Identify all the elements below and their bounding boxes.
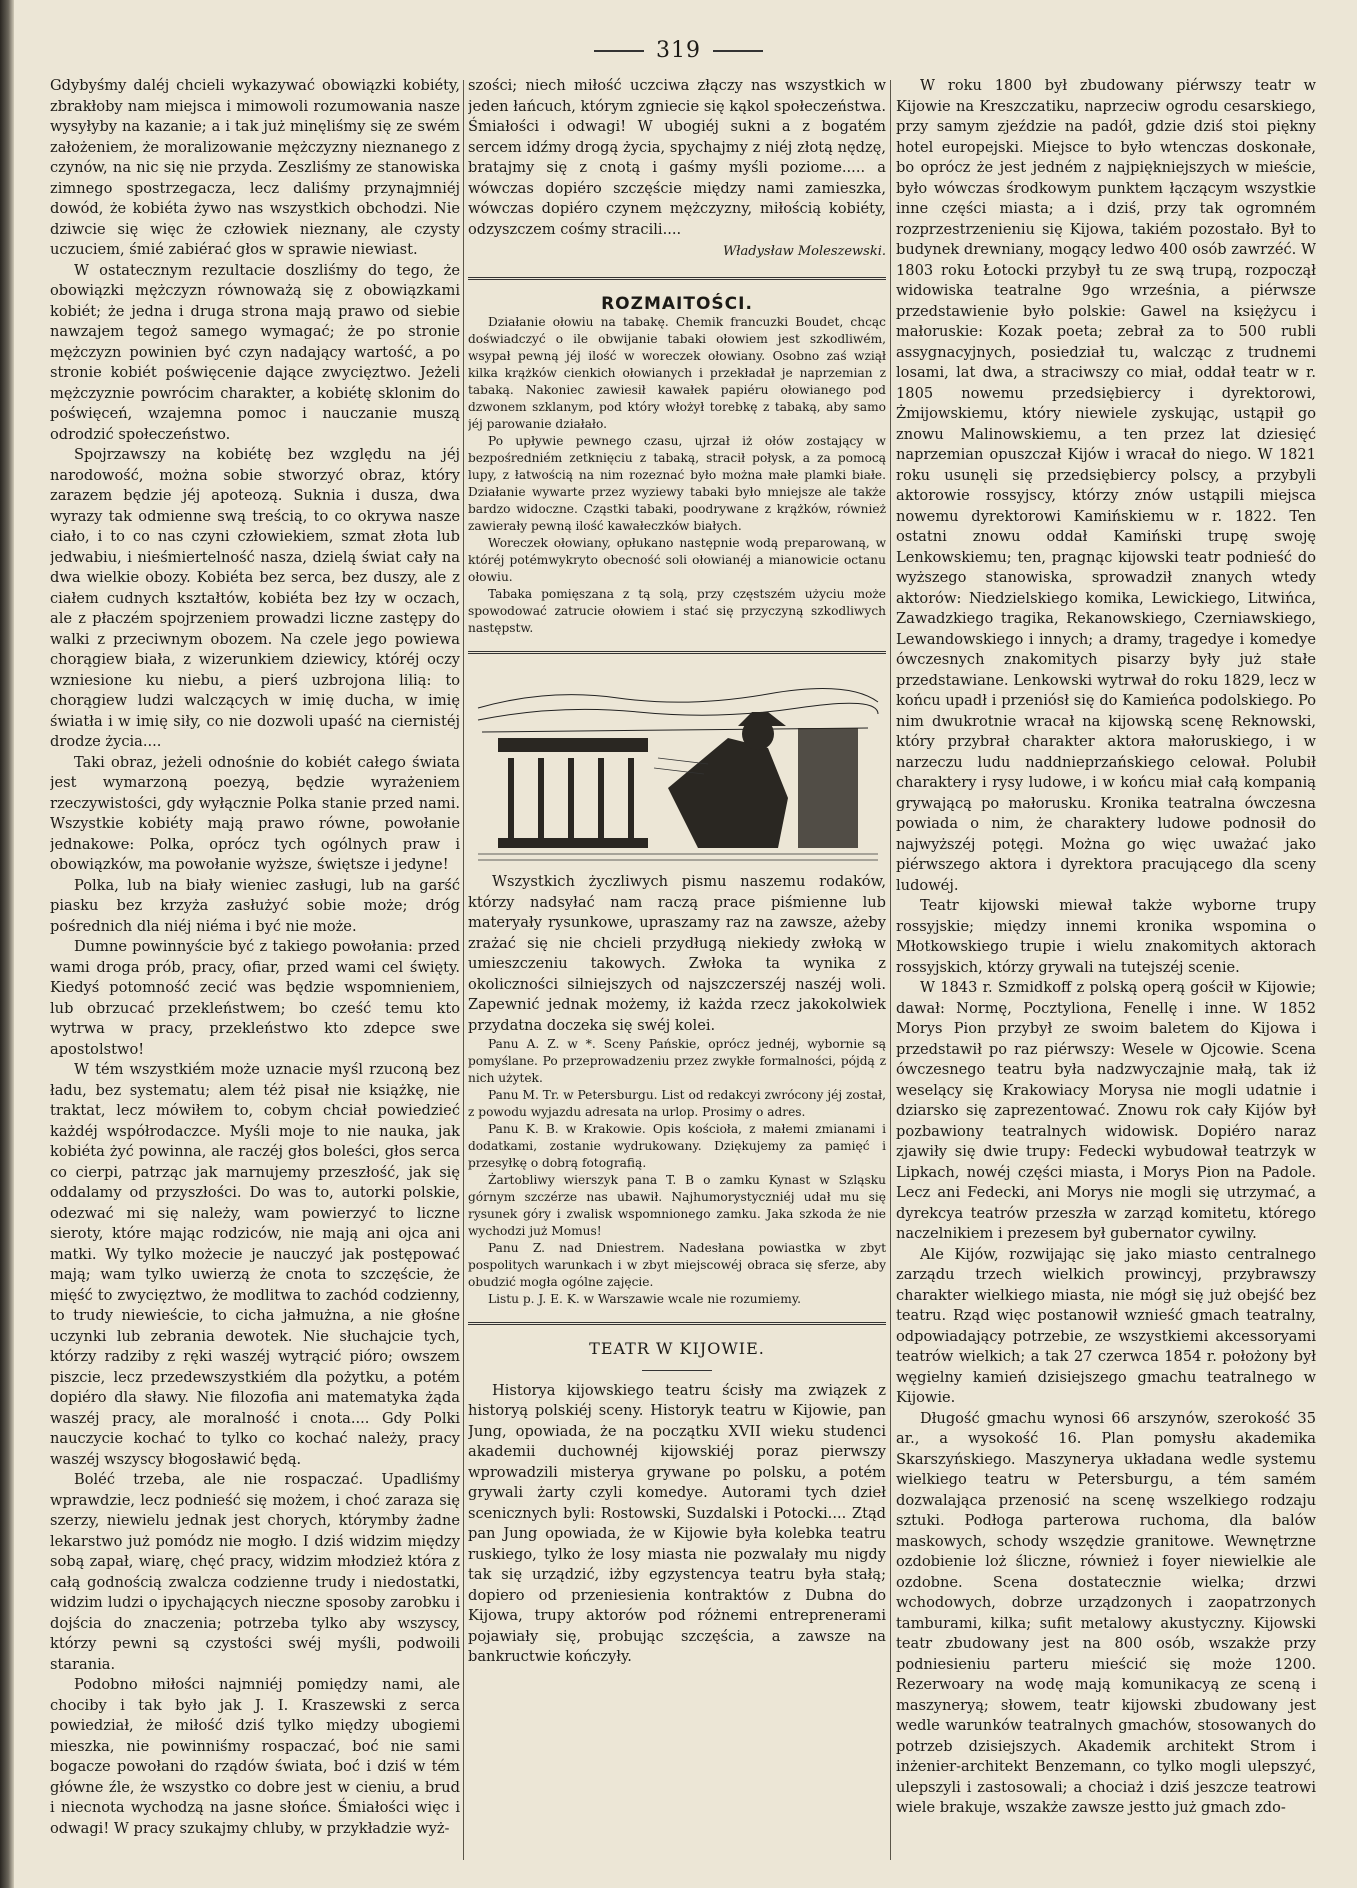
article-paragraph: Historya kijowskiego teatru ścisły ma związek z historyą polskiéj sceny. Historyk teatru w Kijowie, pan Jung, opowiada, że na początku XVII wieku studenci akademii duchownéj kijowskiéj poraz pierwszy wprowadzili misterya grywane po polsku, a potém grywali żarty czyli komedye. Autorami tych dzieł scenicznych byli: Rostowski, Suzdalski i Potocki.... Ztąd pan Jung opowiada, że w Kijowie była kolebka teatru ruskiego, tylko że losy miasta nie pozwalały mu nigdy tak się urządzić, iżby egzystencya teatru była stałą; dopiero od przeniesienia kontraktów z Dubna do Kijowa, trupy aktorów pod różnemi entreprenerami pojawiały się, probując szczęścia, a zawsze na bankructwie kończyły. — [468, 1381, 886, 1665]
news-paragraph: Woreczek ołowiany, opłukano następnie wodą preparowaną, w któréj potémwykryto obecność soli ołowianéj a mianowicie octanu ołowiu. — [468, 536, 886, 584]
article-paragraph: Boléć trzeba, ale nie rospaczać. Upadliśmy wprawdzie, lecz podnieść się możem, i choć zaraza się szerzy, niewielu jednak jest chorych, którymby żadne lekarstwo już pomódz nie mogło. I dziś widzim między sobą zapał, wiarę, chęć pracy, widzim młodzież która z całą godnością zwalcza codzienne trudy i niedostatki, widzim ludzi o ipychających nieczne sposoby zarobku i dojścia do znaczenia; potrzeba tylko aby wszyscy, którzy pewni są czystości swéj myśli, podwoili starania. — [50, 1471, 460, 1673]
column-3 — [896, 76, 1316, 1866]
article-paragraph: W 1843 r. Szmidkoff z polską operą gościł w Kijowie; dawał: Normę, Pocztyliona, Fenellę i inne. W 1852 Morys Pion przybył ze swoim baletem do Kijowa i przedstawił po raz piérwszy: Wesele w Ojcowie. Scena ówczesnego teatru była nadzwyczajnie małą, tak iż weselący się Krakowiacy Morysa nie mogli udatnie i dziarsko się zaprezentować. Znowu rok cały Kijów był pozbawiony teatralnych widowisk. Dopiéro naraz zjawiły się dwie trupy: Fedecki wybudował teatrzyk w Lipkach, nowéj części miasta, i Morys Pion na Padole. Lecz ani Fedecki, ani Morys nie mogli się utrzymać, a dyrekcya teatrów przeszła w zarząd komitetu, którego naczelnikiem i prezesem był gubernator cywilny. — [896, 979, 1316, 1242]
column-1 — [50, 76, 460, 1866]
news-paragraph: Działanie ołowiu na tabakę. Chemik francuzki Boudet, chcąc doświadczyć o ile obwijanie tabaki ołowiem jest szkodliwém, wsypał pewną jéj ilość w woreczek ołowiany. Osobno zaś wziął kilka krążków cienkich ołowianych i przekładał je naprzemian z tabaką. Nakoniec zawiesił kawałek papiéru ołowianego pod dzwonem szklanym, pod który włożył torebkę z tabaką, aby samo jéj parowanie działało. — [468, 315, 886, 431]
reply-item: Panu K. B. w Krakowie. Opis kościoła, z małemi zmianami i dodatkami, zostanie wydrukowany. Dziękujemy za pamięć i przesyłkę o dobrą fotografią. — [468, 1122, 886, 1170]
article-paragraph: W roku 1800 był zbudowany piérwszy teatr w Kijowie na Kreszczatiku, naprzeciw ogrodu cesarskiego, przy samym zjeździe na padół, gdzie dziś stoi piękny hotel europejski. Miejsce to było wtenczas doskonałe, bo oprócz że jest jedném z najpiękniejszych w mieście, było wówczas środkowym punktem łączącym wszystkie inne części miasta; a i dziś, przy tak ogromném rozprzestrzenieniu się Kijowa, takiém pozostało. Był to budynek drewniany, mogący ledwo 400 osób zawrzéć. W 1803 roku Łotocki przybył tu ze swą trupą, rozpoczął widowiska teatralne 9go września, a piérwsze przedstawienie było polskie: Gawel na księżycu i małoruskie: Kozak poeta; zebrał za to 500 rubli assygnacyjnych, posiedział tu, walcząc z trudnemi losami, lat dwa, a straciwszy co miał, oddał teatr w r. 1805 nowemu przedsiębiercy i dyrektorowi, Żmijowskiemu, który niewiele zyskując, ustąpił go znowu Malinowskiemu, a ten przez lat dziesięć naprzemian opuszczał Kijów i wracał do niego. W 1821 roku usunęli się przedsiębiercy polscy, a przybyli aktorowie rossyjscy, którzy znów ustąpili miejsca nowemu dyrektorowi Kamińskiemu w r. 1822. Ten ostatni znowu oddał Kamiński trupę swoję Lenkowskiemu; ten, pragnąc kijowski teatr podnieść do wyższego stanowiska, sprowadził znanych wtedy aktorów: Niedzielskiego komika, Lewickiego, Litwińca, Zawadzkiego tragika, Rekanowskiego, Czerniawskiego, Lewandowskiego i innych; a dramy, tragedye i komedye ówczesnych znakomitych pisarzy były już stałe przedstawiane. Lenkowski wytrwał do roku 1829, lecz w końcu upadł i przeniósł się do Kamieńca podolskiego. Po nim dwukrotnie wracał na kijowską scenę Reknowski, który przybrał charakter aktora małoruskiego, i w narzeczu ludu naddnieprzańskiego celował. Polubił charaktery i rysy ludowe, i w końcu miał całą kompanią grywającą po małorusku. Kronika teatralna ówczesna powiada o nim, że charaktery ludowe podnosił do najwyższéj potęgi. Można go więc uważać jako piérwszego aktora i dyrektora pracującego dla sceny ludowéj. — [896, 77, 1316, 894]
article-paragraph: Spojrzawszy na kobiétę bez względu na jéj narodowość, można sobie stworzyć obraz, który zarazem będzie jéj apoteozą. Suknia i dusza, dwa wyrazy tak odmienne swą treścią, to co okrywa nasze ciało, i to co nas czyni człowiekiem, szmat złota lub jedwabiu, i nieśmiertelność nasza, dzielą świat cały na dwa wielkie obozy. Kobiéta bez serca, bez duszy, ale z ciałem cudnych kształtów, kobiéta bez łzy w oczach, ale z płaczém spojrzeniem prowadzi liczne zastępy do walki z przeciwnym obozem. Na czele jego powiewa chorągiew biała, z wizerunkiem dziewicy, któréj oczy wzniesione ku niebu, a pierś uzbrojona lilią: to chorągiew ludzi walczących w imię ducha, w imię światła i w imię siły, co nie dozwoli upaść na ciernistéj drodze życia.... — [50, 446, 460, 750]
title-underline — [642, 1370, 712, 1371]
article-paragraph: Podobno miłości najmniéj pomiędzy nami, ale chociby i tak było jak J. I. Kraszewski z serca powiedział, że miłość dziś tylko między ubogiemi mieszka, nie powinniśmy rospaczać, boć nie sami bogacze powołani do rządów świata, boć i dziś w tém główne źle, że wszystko co dobre jest w cieniu, a brud i niecnota wychodzą na jasne słońce. Śmiałości więc i odwagi! W pracy szukajmy chluby, w przykładzie wyż- — [50, 1676, 460, 1837]
reply-item: Panu Z. nad Dniestrem. Nadesłana powiastka w zbyt pospolitych warunkach i w zbyt miejscowéj obraca się sferze, aby obudzić mogła ogólne zajęcie. — [468, 1241, 886, 1289]
article-paragraph: Ale Kijów, rozwijając się jako miasto centralnego zarządu trzech wielkich prowincyj, przybrawszy charakter wielkiego miasta, nie mógł się już obejść bez teatru. Rząd więc postanowił wznieść gmach teatralny, odpowiadający potrzebie, ze wszystkiemi akcessoryami teatrów wielkich; a tak 27 czerwca 1854 r. położony był węgielny kamień dzisiejszego gmachu teatralnego w Kijowie. — [896, 1245, 1316, 1406]
column-2 — [468, 76, 886, 1866]
section-title-teatr: TEATR W KIJOWIE. — [589, 1339, 765, 1358]
editorial-replies — [468, 1036, 886, 1308]
section-divider — [468, 277, 886, 280]
notice-paragraph: Wszystkich życzliwych pismu naszemu rodaków, którzy nadsyłać nam raczą prace piśmienne lub materyały rysunkowe, upraszamy raz na zawsze, ażeby zrażać się nie chcieli przydługą niekiedy zwłoką w umieszczeniu takowych. Zwłoka ta wynika z okoliczności silniejszych od najszczerszéj naszéj woli. Zapewnić jednak możemy, iż każda rzecz jakokolwiek przydatna doczeka się swéj kolei. — [468, 873, 886, 1034]
article-paragraph: Polka, lub na biały wieniec zasługi, lub na garść piasku bez krzyża zasłużyć sobie może; dróg pośrednich dla niéj niéma i być nie może. — [50, 876, 460, 935]
news-paragraph: Tabaka pomięszana z tą solą, przy częstszém użyciu może spowodować zatrucie ołowiem i stać się przyczyną szkodliwych następstw. — [468, 587, 886, 635]
page-binding-edge — [0, 0, 14, 1888]
column-divider-1 — [463, 80, 464, 1860]
reply-item: Listu p. J. E. K. w Warszawie wcale nie rozumiemy. — [488, 1292, 801, 1306]
author-signature: Władysław Moleszewski. — [722, 244, 886, 259]
article-paragraph: szości; niech miłość uczciwa złączy nas wszystkich w jeden łańcuch, którym zgniecie się kąkol społeczeństwa. Śmiałości i odwagi! W ubogiéj sukni a z bogatém sercem idźmy drogą życia, spychajmy z niéj złotą nędzę, bratajmy się z cnotą i gaśmy myśli poziome..... a wówczas dopiéro szczęście między nami zamieszka, wówczas dopiéro czynem mężczyzny, miłością kobiéty, odzyszczem cośmy stracili.... — [468, 77, 886, 238]
article-paragraph: W ostatecznym rezultacie doszliśmy do tego, że obowiązki mężczyzn równoważą się z obowiązkami kobiét; że jedna i druga strona mają prawo od siebie nawzajem tegoż samego wymagać; że po stronie mężczyzn powinien być czyn nadający wartość, a po stronie kobiét poświęcenie dające zwycięztwo. Jeżeli mężczyznie powrócim charakter, a kobiétę sklonim do poświęceń, wzajemna pomoc i nauczanie muszą odrodzić społeczeństwo. — [50, 261, 460, 443]
section-title-rozmaitosci: ROZMAITOŚCI. — [601, 293, 753, 314]
section-divider — [468, 1322, 886, 1325]
article-paragraph: Dumne powinnyście być z takiego powołania: przed wami droga prób, pracy, ofiar, przed wami cel święty. Kiedyś potomność zecić was będzie wspomnieniem, lub obrzucać przekleństwem; bo cześć temu kto wytrwa w pracy, przekleństwo kto zdepce swe apostolstwo! — [50, 938, 460, 1058]
column-divider-2 — [890, 80, 891, 1860]
header-rule-left — [594, 50, 644, 52]
article-paragraph: Długość gmachu wynosi 66 arszynów, szerokość 35 ar., a wysokość 16. Plan pomysłu akademika Skarszyńskiego. Maszynerya układana wedle systemu wielkiego teatru w Petersburgu, a tém samém dozwalająca przenosić na scenę wszelkiego rodzaju sztuki. Podłoga parterowa ruchoma, dla balów maskowych, schody wszędzie granitowe. Wewnętrzne ozdobienie loż śliczne, również i foyer niewielkie ale ozdobne. Scena dostatecznie wielka; drzwi wchodowych, dobrze urządzonych i zaopatrzonych tamburami, kilka; sufit metalowy akustyczny. Kijowski teatr zbudowany jest na 800 osób, wszakże przy podniesieniu parteru mieścić się może 1200. Rezerwoary na wodę mają komunikacyą ze sceną i maszyneryą; słowem, teatr kijowski zbudowany jest wedle warunków teatralnych gmachów, stosowanych do potrzeb dzisiejszych. Akademik architekt Strom i inżenier-architekt Benzemann, co tylko mogli ulepszyć, ulepszyli i zastosowali; a chociaż i dziś jeszcze teatrowi wiele brakuje, wszakże zawsze jestto już gmach zdo- — [896, 1409, 1316, 1816]
reply-item: Panu A. Z. w *. Sceny Pańskie, oprócz jednéj, wybornie są pomyślane. Po przeprowadzeniu przez zwykłe formalności, pójdą z nich użytek. — [468, 1037, 886, 1085]
article-paragraph: Gdybyśmy daléj chcieli wykazywać obowiązki kobiéty, zbrakłoby nam miejsca i mimowoli rozumowania nasze wysyłyby na kazanie; a i tak już minęliśmy się ze swém założeniem, że moralizowanie mężczyzny nieznanego z czynów, na nic się nie przyda. Zeszliśmy ze stanowiska zimnego spostrzegacza, lecz daliśmy przynajmniéj dowód, że kobiéta żywo nas wszystkich obchodzi. Nie dziwcie się więc że człowiek nieznany, ale czysty uczuciem, śmié zabiérać głos w sprawie niewiast. — [50, 77, 460, 258]
page-number-header — [0, 38, 1357, 63]
article-paragraph: W tém wszystkiém może uznacie myśl rzuconą bez ładu, bez systematu; alem téż pisał nie książkę, nie traktat, lecz mówiłem to, cobym chciał powiedzieć każdéj współrodaczce. Myśli moje to nie nauka, jak kobiéta żyć powinna, ale raczéj głos boleści, głos serca co cierpi, patrząc jak marnujemy przeszłość, jak się oddalamy od przyszłości. Do was to, autorki polskie, odezwać mi się należy, wam powierzyć to liczne sieroty, które mając rodziców, nie mają ani ojca ani matki. Wy tylko możecie je nauczyć jak postępować mają; wam tylko uwierzą że cnota to szczęście, że mięść to zwycięztwo, że modlitwa to zachód codzienny, to trudy niewieście, to cicha jałmużna, a nie głośne uczynki lub zebrania dewotek. Nie słuchajcie tych, którzy radziby z ręki waszéj wytrącić pióro; owszem piszcie, lecz przedewszystkiém dla pożytku, a potém dopiéro dla sławy. Nie filozofia ani matematyka żąda waszéj pracy, ale moralność i cnota.... Gdy Polki nauczycie kochać to tylko co kochać należy, pracy waszéj wszyscy błogosławić będą. — [50, 1061, 460, 1468]
rozmaitosci-section — [468, 314, 886, 637]
header-rule-right — [713, 50, 763, 52]
reply-item: Żartobliwy wierszyk pana T. B o zamku Kynast w Szląsku górnym szczérze nas ubawił. Najhumorystyczniéj udał mu się rysunek góry i zwalisk wspomnionego zamku. Jaka szkoda że nie wychodzi już Momus! — [468, 1173, 886, 1238]
article-paragraph: Teatr kijowski miewał także wyborne trupy rossyjskie; między innemi kronika wspomina o Młotkowskiego trupie i wielu znakomitych aktorach rossyjskich, którzy grywali na tutejszéj scenie. — [896, 897, 1316, 976]
engraving-reading-man-illustration — [468, 668, 886, 864]
article-paragraph: Taki obraz, jeżeli odnośnie do kobiét całego świata jest wymarzoną poezyą, będzie wyrażeniem rzeczywistości, gdy wyłącznie Polka stanie przed nami. Wszystkie kobiéty mają prawo równe, powołanie jednakowe: Polka, oprócz tych ogólnych praw i obowiązków, ma powołanie wyższe, świętsze i jedyne! — [50, 753, 460, 873]
section-divider — [468, 651, 886, 654]
page-number: 319 — [656, 38, 701, 63]
news-paragraph: Po upływie pewnego czasu, ujrzał iż ołów zostający w bezpośredniém zetknięciu z tabaką, stracił połysk, a za pomocą lupy, z łatwością na nim rozeznać było można małe plamki białe. Działanie wywarte przez wyziewy tabaki było mniejsze ale także bardzo widoczne. Cząstki tabaki, poodrywane z krążków, również zawierały pewną ilość kawałeczków białych. — [468, 434, 886, 533]
reply-item: Panu M. Tr. w Petersburgu. List od redakcyi zwrócony jéj został, z powodu wyjazdu adresata na urlop. Prosimy o adres. — [468, 1088, 886, 1119]
